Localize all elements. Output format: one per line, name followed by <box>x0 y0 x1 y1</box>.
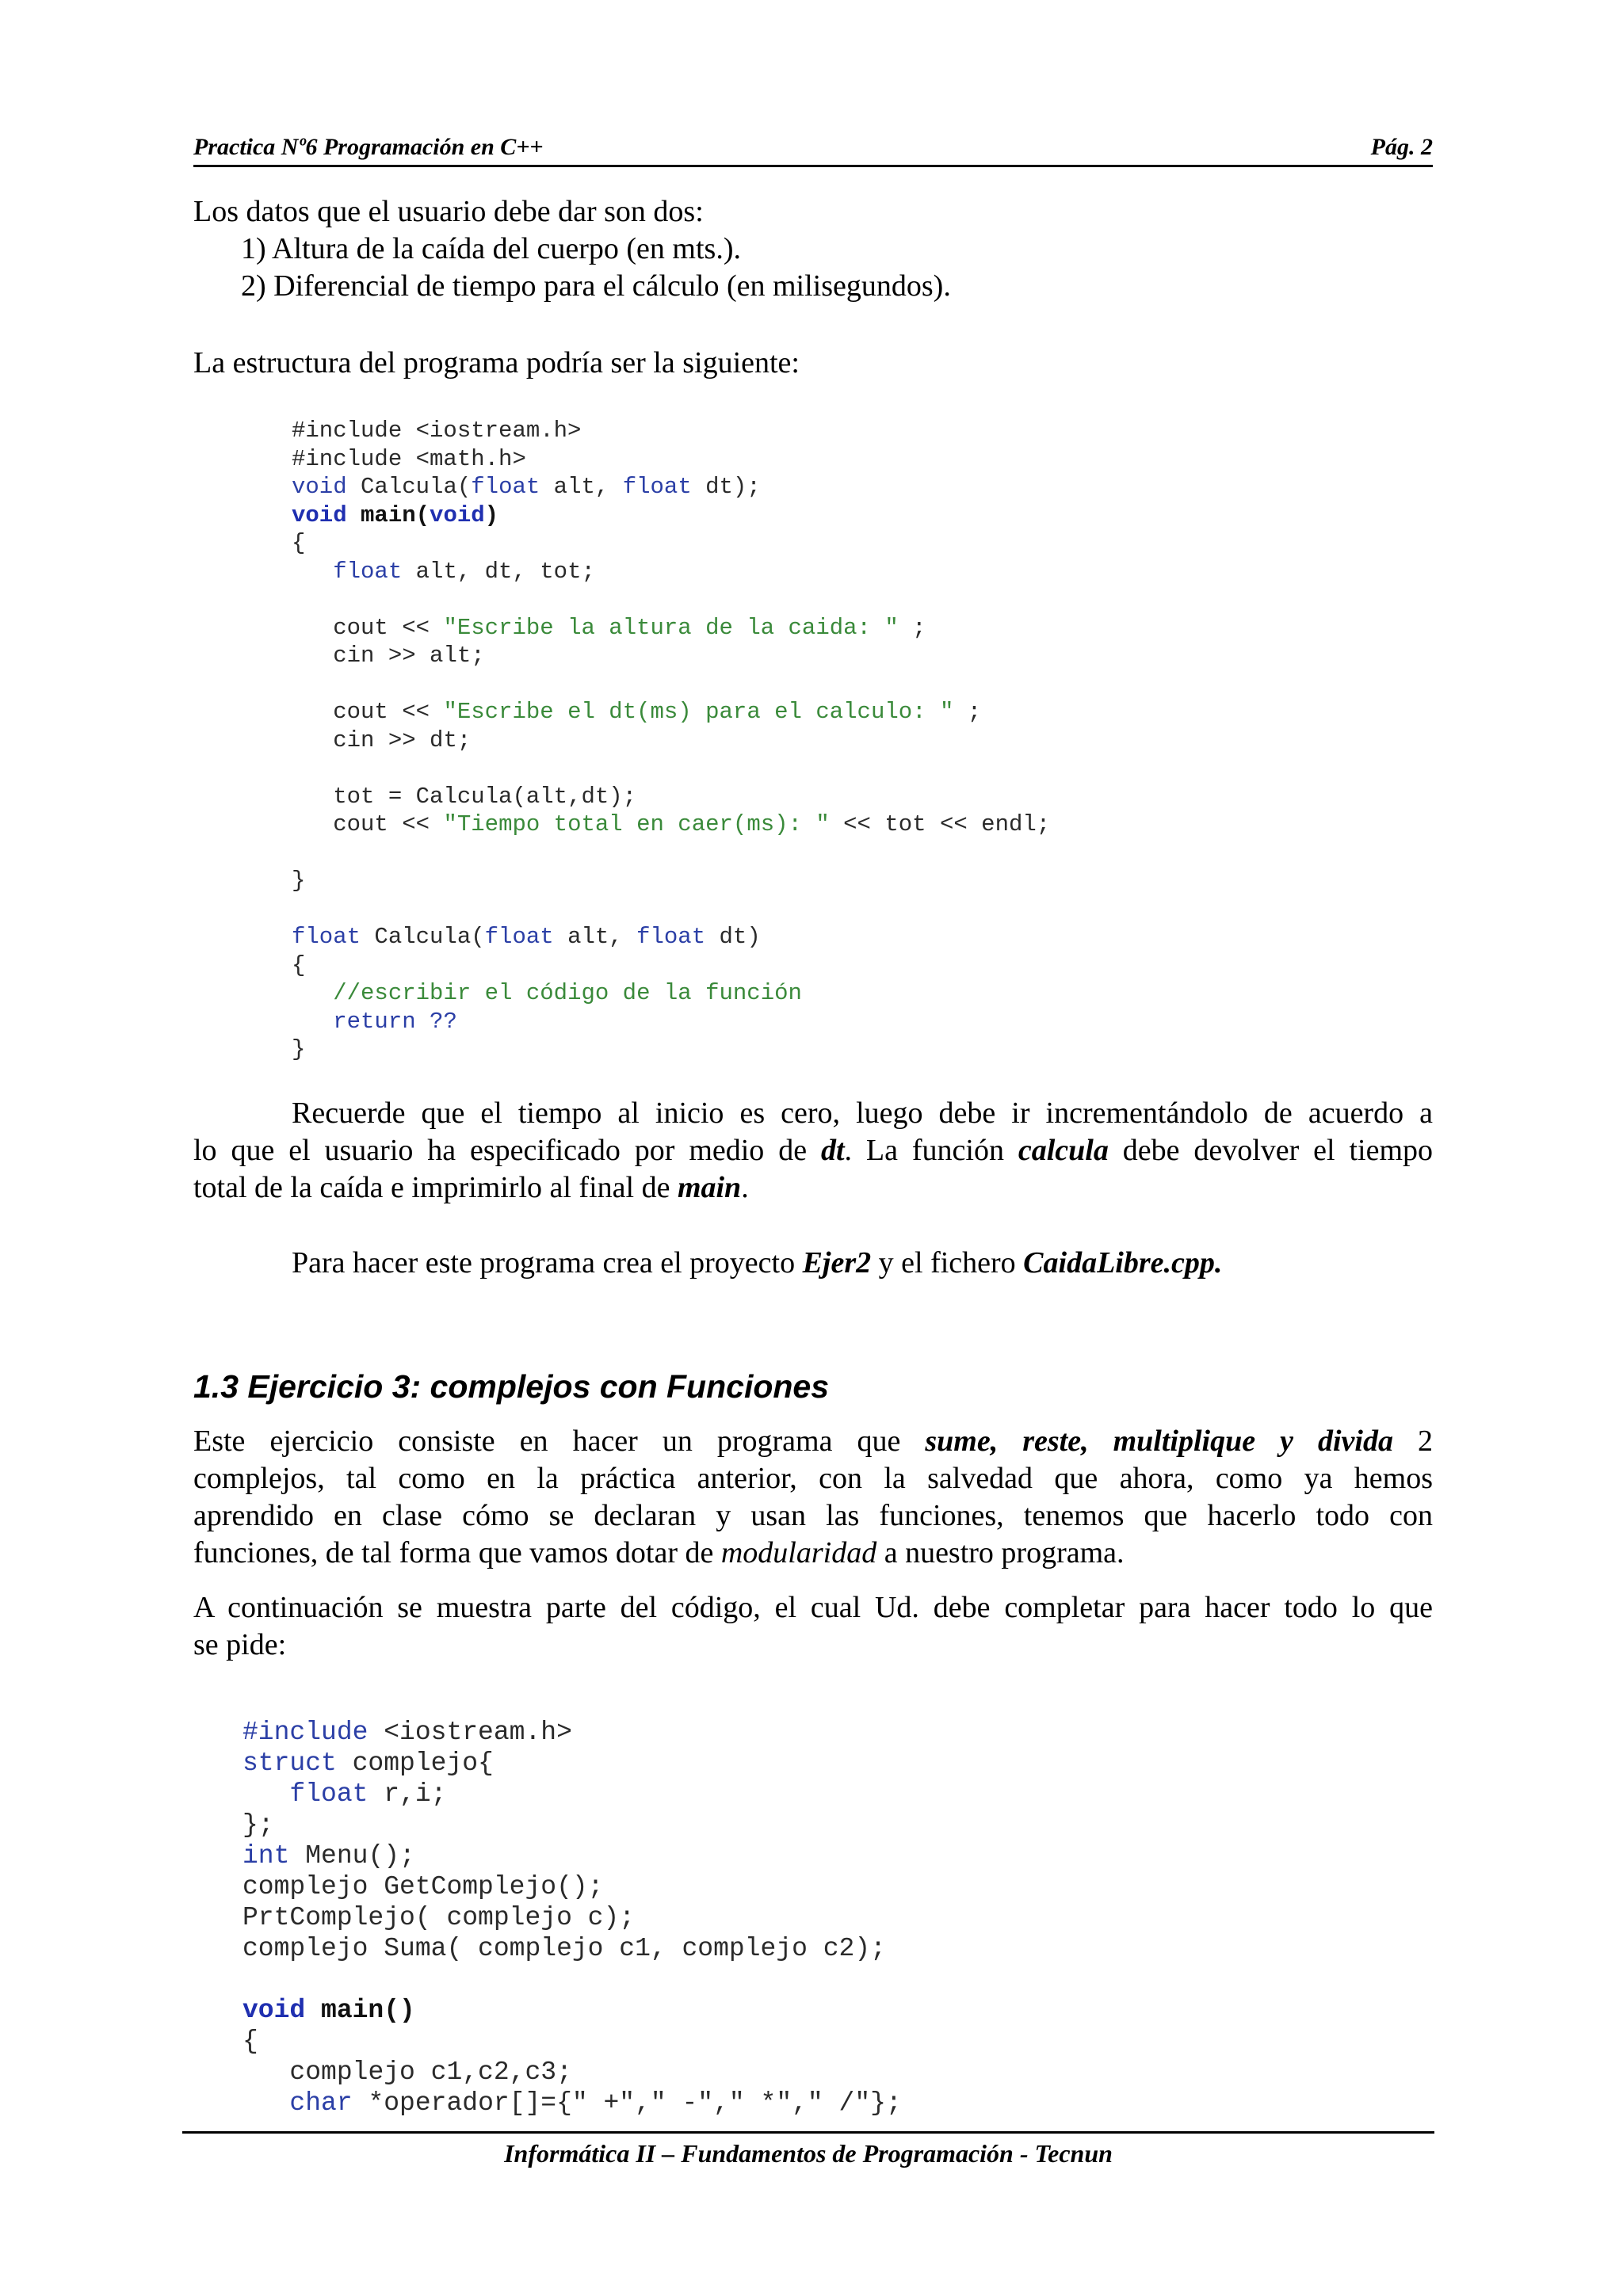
paragraph-continuacion-1: A continuación se muestra parte del código, el cual Ud. debe completar para hacer todo lo que <box>193 1591 1433 1624</box>
paragraph-recuerde-2: lo que el usuario ha especificado por medio de dt. La función calcula debe devolver el tiempo <box>193 1134 1434 1167</box>
code-line: #include <iostream.h> <box>292 418 582 444</box>
paragraph-proyecto: Para hacer este programa crea el proyecto Ejer2 y el fichero CaidaLibre.cpp. <box>292 1246 1223 1280</box>
paragraph-ejercicio-3: aprendido en clase cómo se declaran y usan las funciones, tenemos que hacerlo todo con <box>193 1499 1433 1532</box>
header-rule <box>193 165 1433 167</box>
code-line: #include <math.h> <box>292 445 526 472</box>
intro-item-1: 1) Altura de la caída del cuerpo (en mts.). <box>241 232 741 265</box>
paragraph-recuerde-1: Recuerde que el tiempo al inicio es cero, luego debe ir incrementándolo de acuerdo a <box>292 1097 1433 1130</box>
paragraph-recuerde-3: total de la caída e imprimirlo al final de main. <box>193 1171 749 1204</box>
paragraph-continuacion-2: se pide: <box>193 1628 287 1661</box>
section-heading: 1.3 Ejercicio 3: complejos con Funciones <box>193 1368 830 1405</box>
footer-rule <box>182 2131 1434 2134</box>
code-block-complejos: #include <iostream.h> struct complejo{ float r,i; }; int Menu(); complejo GetComplejo(); PrtComplejo( complejo c); complejo Suma( complejo c1, complejo c2); void main() { complejo c1,c2,c3; char *operador[]={" +"," -"," *"," /"}; <box>242 1718 902 2118</box>
intro-lead: Los datos que el usuario debe dar son dos: <box>193 195 704 228</box>
page-header-left: Practica Nº6 Programación en C++ <box>193 134 544 160</box>
structure-lead: La estructura del programa podría ser la siguiente: <box>193 346 800 379</box>
page-footer: Informática II – Fundamentos de Programación - Tecnun <box>504 2139 1113 2168</box>
page-number: Pág. 2 <box>1370 134 1433 160</box>
code-block-caida: #include <iostream.h> #include <math.h> void Calcula(float alt, float dt); void main(void) { float alt, dt, tot; cout << "Escribe la altura de la caida: " ; cin >> alt; cout << "Escribe el dt(ms) para el calculo: " ; cin >> dt; tot = Calcula(alt,dt); cout << "Tiempo total en caer(ms): " << tot << endl; } float Calcula(float alt, float dt) { //escribir el código de la función return ?? } <box>292 418 1051 1062</box>
paragraph-ejercicio-4: funciones, de tal forma que vamos dotar de modularidad a nuestro programa. <box>193 1536 1125 1569</box>
paragraph-ejercicio-2: complejos, tal como en la práctica anterior, con la salvedad que ahora, como ya hemos <box>193 1462 1433 1495</box>
intro-item-2: 2) Diferencial de tiempo para el cálculo (en milisegundos). <box>241 269 951 303</box>
paragraph-ejercicio-1: Este ejercicio consiste en hacer un programa que sume, reste, multiplique y divida 2 <box>193 1425 1433 1458</box>
